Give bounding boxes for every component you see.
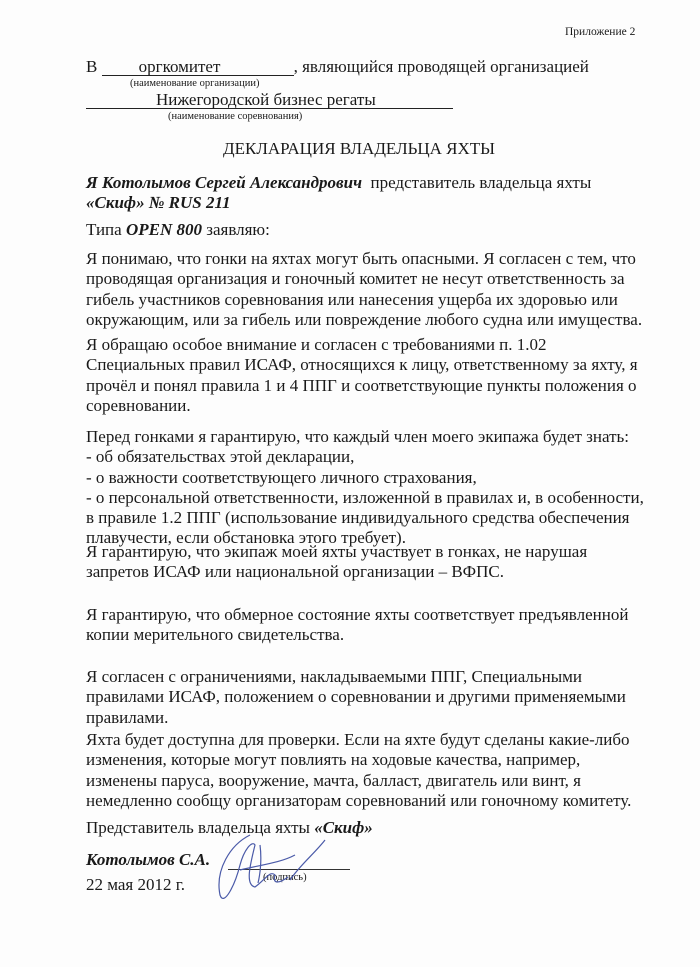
- paragraph-line: копии мерительного свидетельства.: [86, 625, 345, 645]
- paragraph-line: Я гарантирую, что обмерное состояние яхты соответствует предъявленной: [86, 605, 629, 624]
- paragraph-line: изменены паруса, вооружение, мачта, балласт, двигатель или винт, я: [86, 770, 582, 790]
- paragraph-line: проводящая организация и гоночный комитет не несут ответственность за: [86, 269, 625, 289]
- paragraph-line: прочёл и понял правила 1 и 4 ППГ и соответствующие пункты положения о: [86, 375, 637, 395]
- paragraph-2: [86, 335, 638, 416]
- paragraph-line: Я понимаю, что гонки на яхтах могут быть опасными. Я согласен с тем, что: [86, 249, 636, 268]
- competition-line: [86, 90, 453, 109]
- representative-line: Представитель владельца яхты «Скиф»: [86, 818, 373, 837]
- signer-name: Котолымов С.А.: [86, 850, 211, 869]
- paragraph-line: - об обязательствах этой декларации,: [86, 447, 355, 467]
- signature-image: [200, 825, 340, 910]
- organization-caption: (наименование организации): [130, 78, 260, 89]
- paragraph-line: немедленно сообщу организаторам соревнований или гоночному комитету.: [86, 790, 632, 810]
- paragraph-line: Я обращаю особое внимание и согласен с требованиями п. 1.02: [86, 335, 547, 354]
- paragraph-line: правилами.: [86, 707, 169, 727]
- paragraph-1: [86, 249, 642, 330]
- paragraph-line: Яхта будет доступна для проверки. Если на яхте будут сделаны какие-либо: [86, 730, 630, 749]
- paragraph-line: соревновании.: [86, 395, 191, 415]
- organization-field: оргкомитет: [102, 58, 294, 76]
- paragraph-line: - о персональной ответственности, изложенной в правилах и, в особенности,: [86, 487, 644, 507]
- signature-caption: (подпись): [263, 872, 307, 883]
- paragraph-6: [86, 667, 626, 728]
- appendix-label: Приложение 2: [565, 26, 636, 38]
- prefix: В: [86, 57, 98, 76]
- yacht-name: «Скиф» № RUS 211: [86, 193, 231, 213]
- intro: Я Котолымов Сергей Александрович представитель владельца яхты «Скиф» № RUS 211: [86, 173, 592, 213]
- document-title: ДЕКЛАРАЦИЯ ВЛАДЕЛЬЦА ЯХТЫ: [223, 139, 495, 158]
- organization-line: [86, 57, 589, 76]
- paragraph-line: в правиле 1.2 ППГ (использование индивидуального средства обеспечения: [86, 508, 630, 528]
- paragraph-line: Я гарантирую, что экипаж моей яхты участвует в гонках, не нарушая: [86, 542, 588, 561]
- organization-suffix: , являющийся проводящей организацией: [293, 57, 589, 76]
- paragraph-line: Перед гонками я гарантирую, что каждый член моего экипажа будет знать:: [86, 427, 629, 446]
- paragraph-3: [86, 427, 644, 549]
- date: 22 мая 2012 г.: [86, 875, 186, 894]
- paragraph-line: окружающим, или за гибель или повреждение любого судна или имущества.: [86, 309, 643, 329]
- paragraph-line: Специальных правил ИСАФ, относящихся к лицу, ответственному за яхту, я: [86, 355, 638, 375]
- paragraph-7: [86, 730, 631, 811]
- yacht-type: Типа OPEN 800 заявляю:: [86, 220, 270, 239]
- paragraph-line: - о важности соответствующего личного страхования,: [86, 467, 477, 487]
- paragraph-line: запретов ИСАФ или национальной организации – ВФПС.: [86, 562, 504, 582]
- paragraph-line: Я согласен с ограничениями, накладываемыми ППГ, Специальными: [86, 667, 583, 686]
- paragraph-line: изменения, которые могут повлиять на ходовые качества, например,: [86, 750, 581, 770]
- competition-field: Нижегородской бизнес регаты: [86, 91, 453, 109]
- paragraph-4: [86, 542, 587, 583]
- representative-name: Котолымов Сергей Александрович: [101, 173, 362, 192]
- paragraph-5: [86, 605, 628, 646]
- paragraph-line: правилами ИСАФ, положением о соревновании и другими применяемыми: [86, 687, 626, 707]
- paragraph-line: плавучести, если обстановка этого требует).: [86, 528, 406, 548]
- paragraph-line: гибель участников соревнования или нанесения ущерба их здоровью или: [86, 289, 618, 309]
- competition-caption: (наименование соревнования): [168, 111, 303, 122]
